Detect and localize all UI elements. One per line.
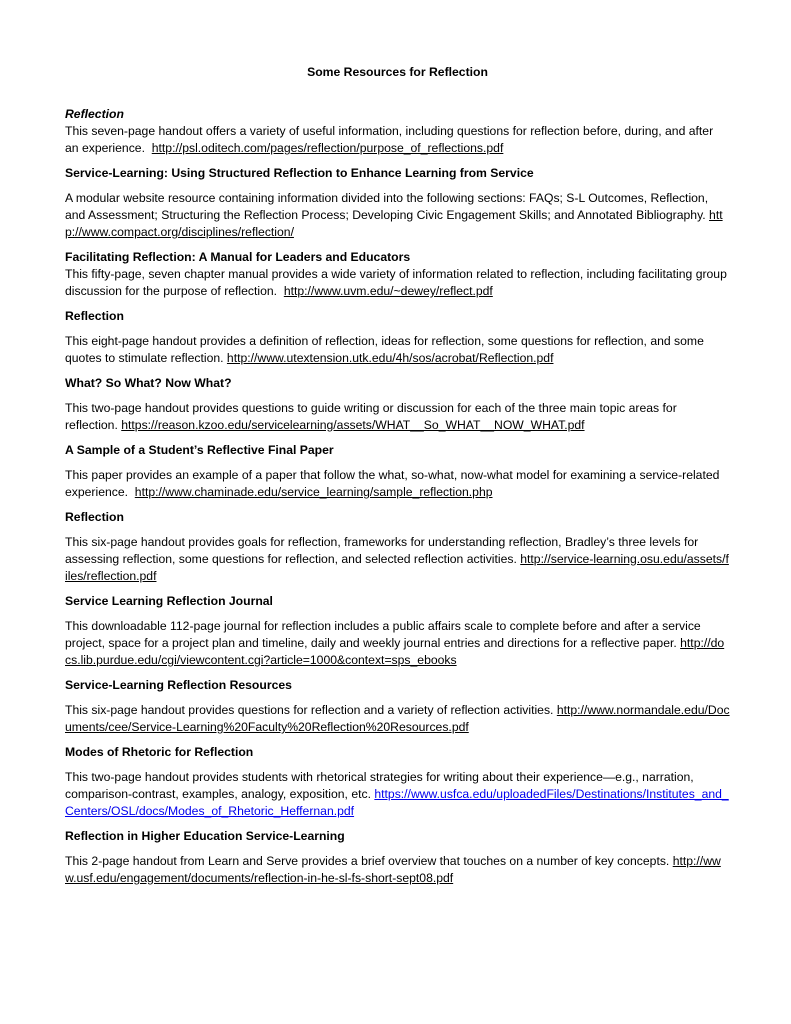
resource-title: A Sample of a Student’s Reflective Final Paper [65, 443, 334, 457]
resource-description [65, 769, 730, 820]
resource-link[interactable]: http://docs.lib.purdue.edu/cgi/viewcontent.cgi?article=1000&context=sps_ebooks [65, 636, 725, 667]
resource-description-text: This eight-page handout provides a definition of reflection, ideas for reflection, some questions for reflection, and some quotes to stimulate reflection. [65, 334, 704, 365]
resource-description [65, 123, 730, 157]
resource-link[interactable]: http://www.uvm.edu/~dewey/reflect.pdf [283, 284, 493, 298]
resource-title: Service Learning Reflection Journal [65, 594, 273, 608]
resource-entry [65, 375, 730, 434]
resource-description [65, 702, 730, 736]
resource-description [65, 333, 730, 367]
resource-description-text: This six-page handout provides goals for reflection, frameworks for understanding reflection, Bradley’s three levels for assessing reflection, some questions for reflection, and selected reflection activities. [65, 535, 699, 566]
resource-entry [65, 509, 730, 585]
resource-entry [65, 249, 730, 300]
resource-title: What? So What? Now What? [65, 376, 232, 390]
resource-description [65, 190, 730, 241]
page-title: Some Resources for Reflection [307, 65, 488, 79]
resource-title: Service-Learning Reflection Resources [65, 678, 292, 692]
resource-entry [65, 677, 730, 736]
resource-entry [65, 744, 730, 820]
resource-description-text: This downloadable 112-page journal for reflection includes a public affairs scale to complete before and after a service project, space for a project plan and timeline, daily and weekly journal entries and directions for a reflective paper. [65, 619, 701, 650]
resource-entry [65, 106, 730, 157]
resource-link[interactable]: http://www.chaminade.edu/service_learning/sample_reflection.php [134, 485, 493, 499]
resource-description [65, 534, 730, 585]
resource-title: Reflection [65, 309, 124, 323]
resource-description [65, 618, 730, 669]
resource-link[interactable]: https://www.usfca.edu/uploadedFiles/Destinations/Institutes_and_Centers/OSL/docs/Modes_of_Rhetoric_Heffernan.pdf [65, 787, 729, 818]
document-page [65, 64, 730, 895]
resource-link[interactable]: http://www.normandale.edu/Documents/cee/Service-Learning%20Faculty%20Reflection%20Resources.pdf [65, 703, 730, 734]
resource-description-text: A modular website resource containing information divided into the following sections: FAQs; S-L Outcomes, Reflection, and Assessment; Structuring the Reflection Process; Developing Civic Engagement Skills; and Annotated Bibliography. [65, 191, 709, 222]
resource-link[interactable]: http://www.compact.org/disciplines/reflection/ [65, 208, 723, 239]
resource-title: Service-Learning: Using Structured Reflection to Enhance Learning from Service [65, 166, 534, 180]
resource-entry [65, 593, 730, 669]
resource-description-text: This paper provides an example of a paper that follow the what, so-what, now-what model for examining a service-related experience. [65, 468, 720, 499]
resource-description [65, 400, 730, 434]
resource-description-text: This 2-page handout from Learn and Serve provides a brief overview that touches on a number of key concepts. [65, 854, 670, 868]
resource-description [65, 853, 730, 887]
resource-entry [65, 165, 730, 241]
resource-entry [65, 308, 730, 367]
resource-description [65, 467, 730, 501]
resource-title: Modes of Rhetoric for Reflection [65, 745, 254, 759]
resource-description-text: This fifty-page, seven chapter manual provides a wide variety of information related to reflection, including facilitating group discussion for the purpose of reflection. [65, 267, 727, 298]
resource-description [65, 266, 730, 300]
resource-link[interactable]: http://service-learning.osu.edu/assets/files/reflection.pdf [65, 552, 729, 583]
resource-entry [65, 442, 730, 501]
resource-title: Reflection in Higher Education Service-Learning [65, 829, 345, 843]
resource-link[interactable]: http://www.usf.edu/engagement/documents/reflection-in-he-sl-fs-short-sept08.pdf [65, 854, 721, 885]
resource-link[interactable]: http://www.utextension.utk.edu/4h/sos/acrobat/Reflection.pdf [226, 351, 554, 365]
resource-title: Reflection [65, 107, 124, 121]
resource-link[interactable]: http://psl.oditech.com/pages/reflection/purpose_of_reflections.pdf [151, 141, 504, 155]
resource-description-text: This two-page handout provides questions to guide writing or discussion for each of the three main topic areas for reflection. [65, 401, 677, 432]
resource-entry [65, 828, 730, 887]
resource-title: Facilitating Reflection: A Manual for Leaders and Educators [65, 250, 411, 264]
resource-link[interactable]: https://reason.kzoo.edu/servicelearning/assets/WHAT__So_WHAT__NOW_WHAT.pdf [121, 418, 585, 432]
resource-description-text: This seven-page handout offers a variety of useful information, including questions for reflection before, during, and after an experience. [65, 124, 714, 155]
resource-description-text: This two-page handout provides students with rhetorical strategies for writing about their experience—e.g., narration, comparison-contrast, examples, analogy, exposition, etc. [65, 770, 694, 801]
resource-description-text: This six-page handout provides questions for reflection and a variety of reflection activities. [65, 703, 554, 717]
resource-title: Reflection [65, 510, 124, 524]
